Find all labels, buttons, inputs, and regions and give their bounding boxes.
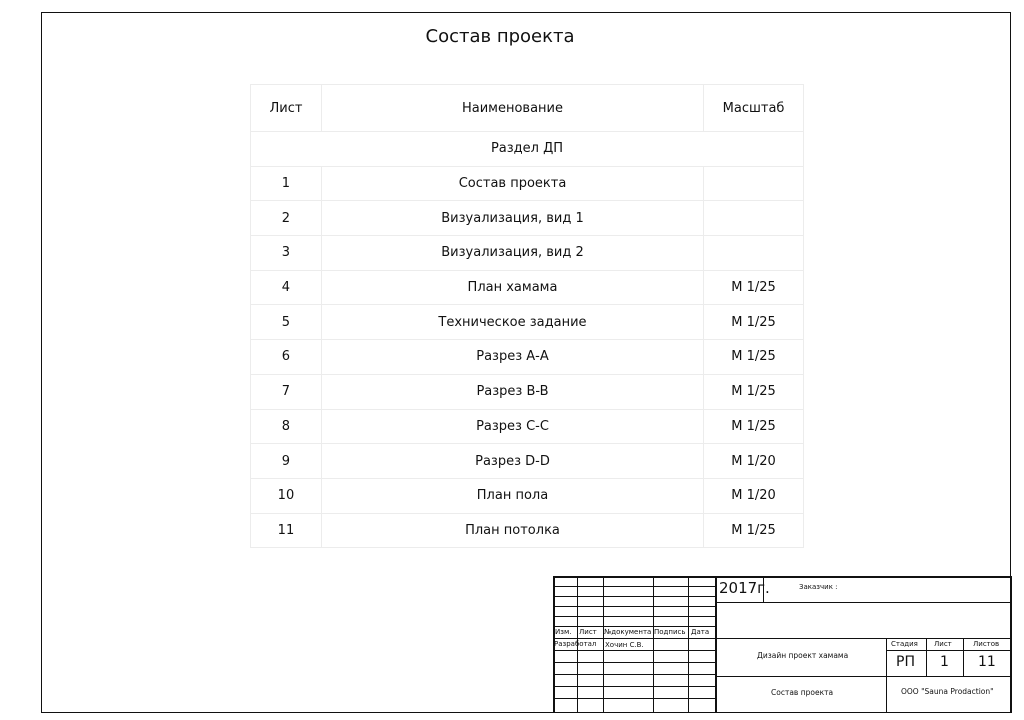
section-row	[251, 132, 804, 167]
table-header-row	[251, 85, 804, 132]
table-row	[251, 444, 804, 479]
row-scale: М 1/25	[704, 270, 804, 305]
row-sheet: 5	[251, 305, 322, 340]
stamp-col-date: Дата	[691, 628, 710, 636]
stamp-col-doc: №документа	[604, 628, 652, 636]
table-row	[251, 374, 804, 409]
row-name: Разрез B-B	[321, 374, 703, 409]
row-sheet: 1	[251, 166, 322, 201]
row-sheet: 9	[251, 444, 322, 479]
row-name: Разрез D-D	[321, 444, 703, 479]
table-row	[251, 513, 804, 548]
header-name: Наименование	[321, 85, 703, 132]
stamp-developer-label: Разработал	[554, 640, 597, 648]
stamp-sheet-label: Лист	[934, 640, 952, 648]
row-scale: М 1/25	[704, 409, 804, 444]
table-row	[251, 340, 804, 375]
title-block	[553, 576, 1011, 713]
stamp-col-sheet: Лист	[579, 628, 597, 636]
row-scale: М 1/25	[704, 513, 804, 548]
row-sheet: 8	[251, 409, 322, 444]
project-contents-table	[250, 84, 804, 548]
stamp-year: 2017г.	[719, 579, 770, 597]
stamp-col-sign: Подпись	[654, 628, 686, 636]
row-name: План пола	[321, 478, 703, 513]
header-scale: Масштаб	[704, 85, 804, 132]
row-name: План хамама	[321, 270, 703, 305]
row-scale	[704, 166, 804, 201]
stamp-sheets-label: Листов	[973, 640, 1000, 648]
document-title: Состав проекта	[425, 26, 575, 47]
row-sheet: 6	[251, 340, 322, 375]
row-scale: М 1/20	[704, 478, 804, 513]
row-name: Разрез А-А	[321, 340, 703, 375]
row-scale: М 1/25	[704, 305, 804, 340]
row-scale: М 1/25	[704, 374, 804, 409]
section-title: Раздел ДП	[251, 132, 804, 167]
row-scale	[704, 201, 804, 236]
stamp-doc-title: Состав проекта	[771, 688, 834, 697]
row-sheet: 10	[251, 478, 322, 513]
header-sheet: Лист	[251, 85, 322, 132]
stamp-stage-label: Стадия	[891, 640, 918, 648]
row-name: Состав проекта	[321, 166, 703, 201]
stamp-sheet-value: 1	[940, 654, 949, 670]
table-row	[251, 409, 804, 444]
table-row	[251, 478, 804, 513]
row-name: Техническое задание	[321, 305, 703, 340]
stamp-stage-value: РП	[896, 654, 915, 670]
stamp-col-change: Изм.	[555, 628, 572, 636]
row-scale: М 1/20	[704, 444, 804, 479]
stamp-project-name: Дизайн проект хамама	[757, 651, 849, 660]
stamp-developer-name: Хочин С.В.	[605, 641, 644, 649]
row-scale: М 1/25	[704, 340, 804, 375]
row-sheet: 11	[251, 513, 322, 548]
row-name: План потолка	[321, 513, 703, 548]
row-name: Разрез C-C	[321, 409, 703, 444]
row-name: Визуализация, вид 1	[321, 201, 703, 236]
table-row	[251, 166, 804, 201]
table-row	[251, 305, 804, 340]
row-name: Визуализация, вид 2	[321, 236, 703, 271]
stamp-company: ООО "Sauna Prodaction"	[901, 687, 994, 696]
stamp-sheets-value: 11	[978, 654, 996, 670]
row-sheet: 7	[251, 374, 322, 409]
table-row	[251, 201, 804, 236]
row-scale	[704, 236, 804, 271]
row-sheet: 2	[251, 201, 322, 236]
row-sheet: 3	[251, 236, 322, 271]
stamp-customer-label: Заказчик :	[799, 583, 838, 591]
table-row	[251, 236, 804, 271]
row-sheet: 4	[251, 270, 322, 305]
table-row	[251, 270, 804, 305]
